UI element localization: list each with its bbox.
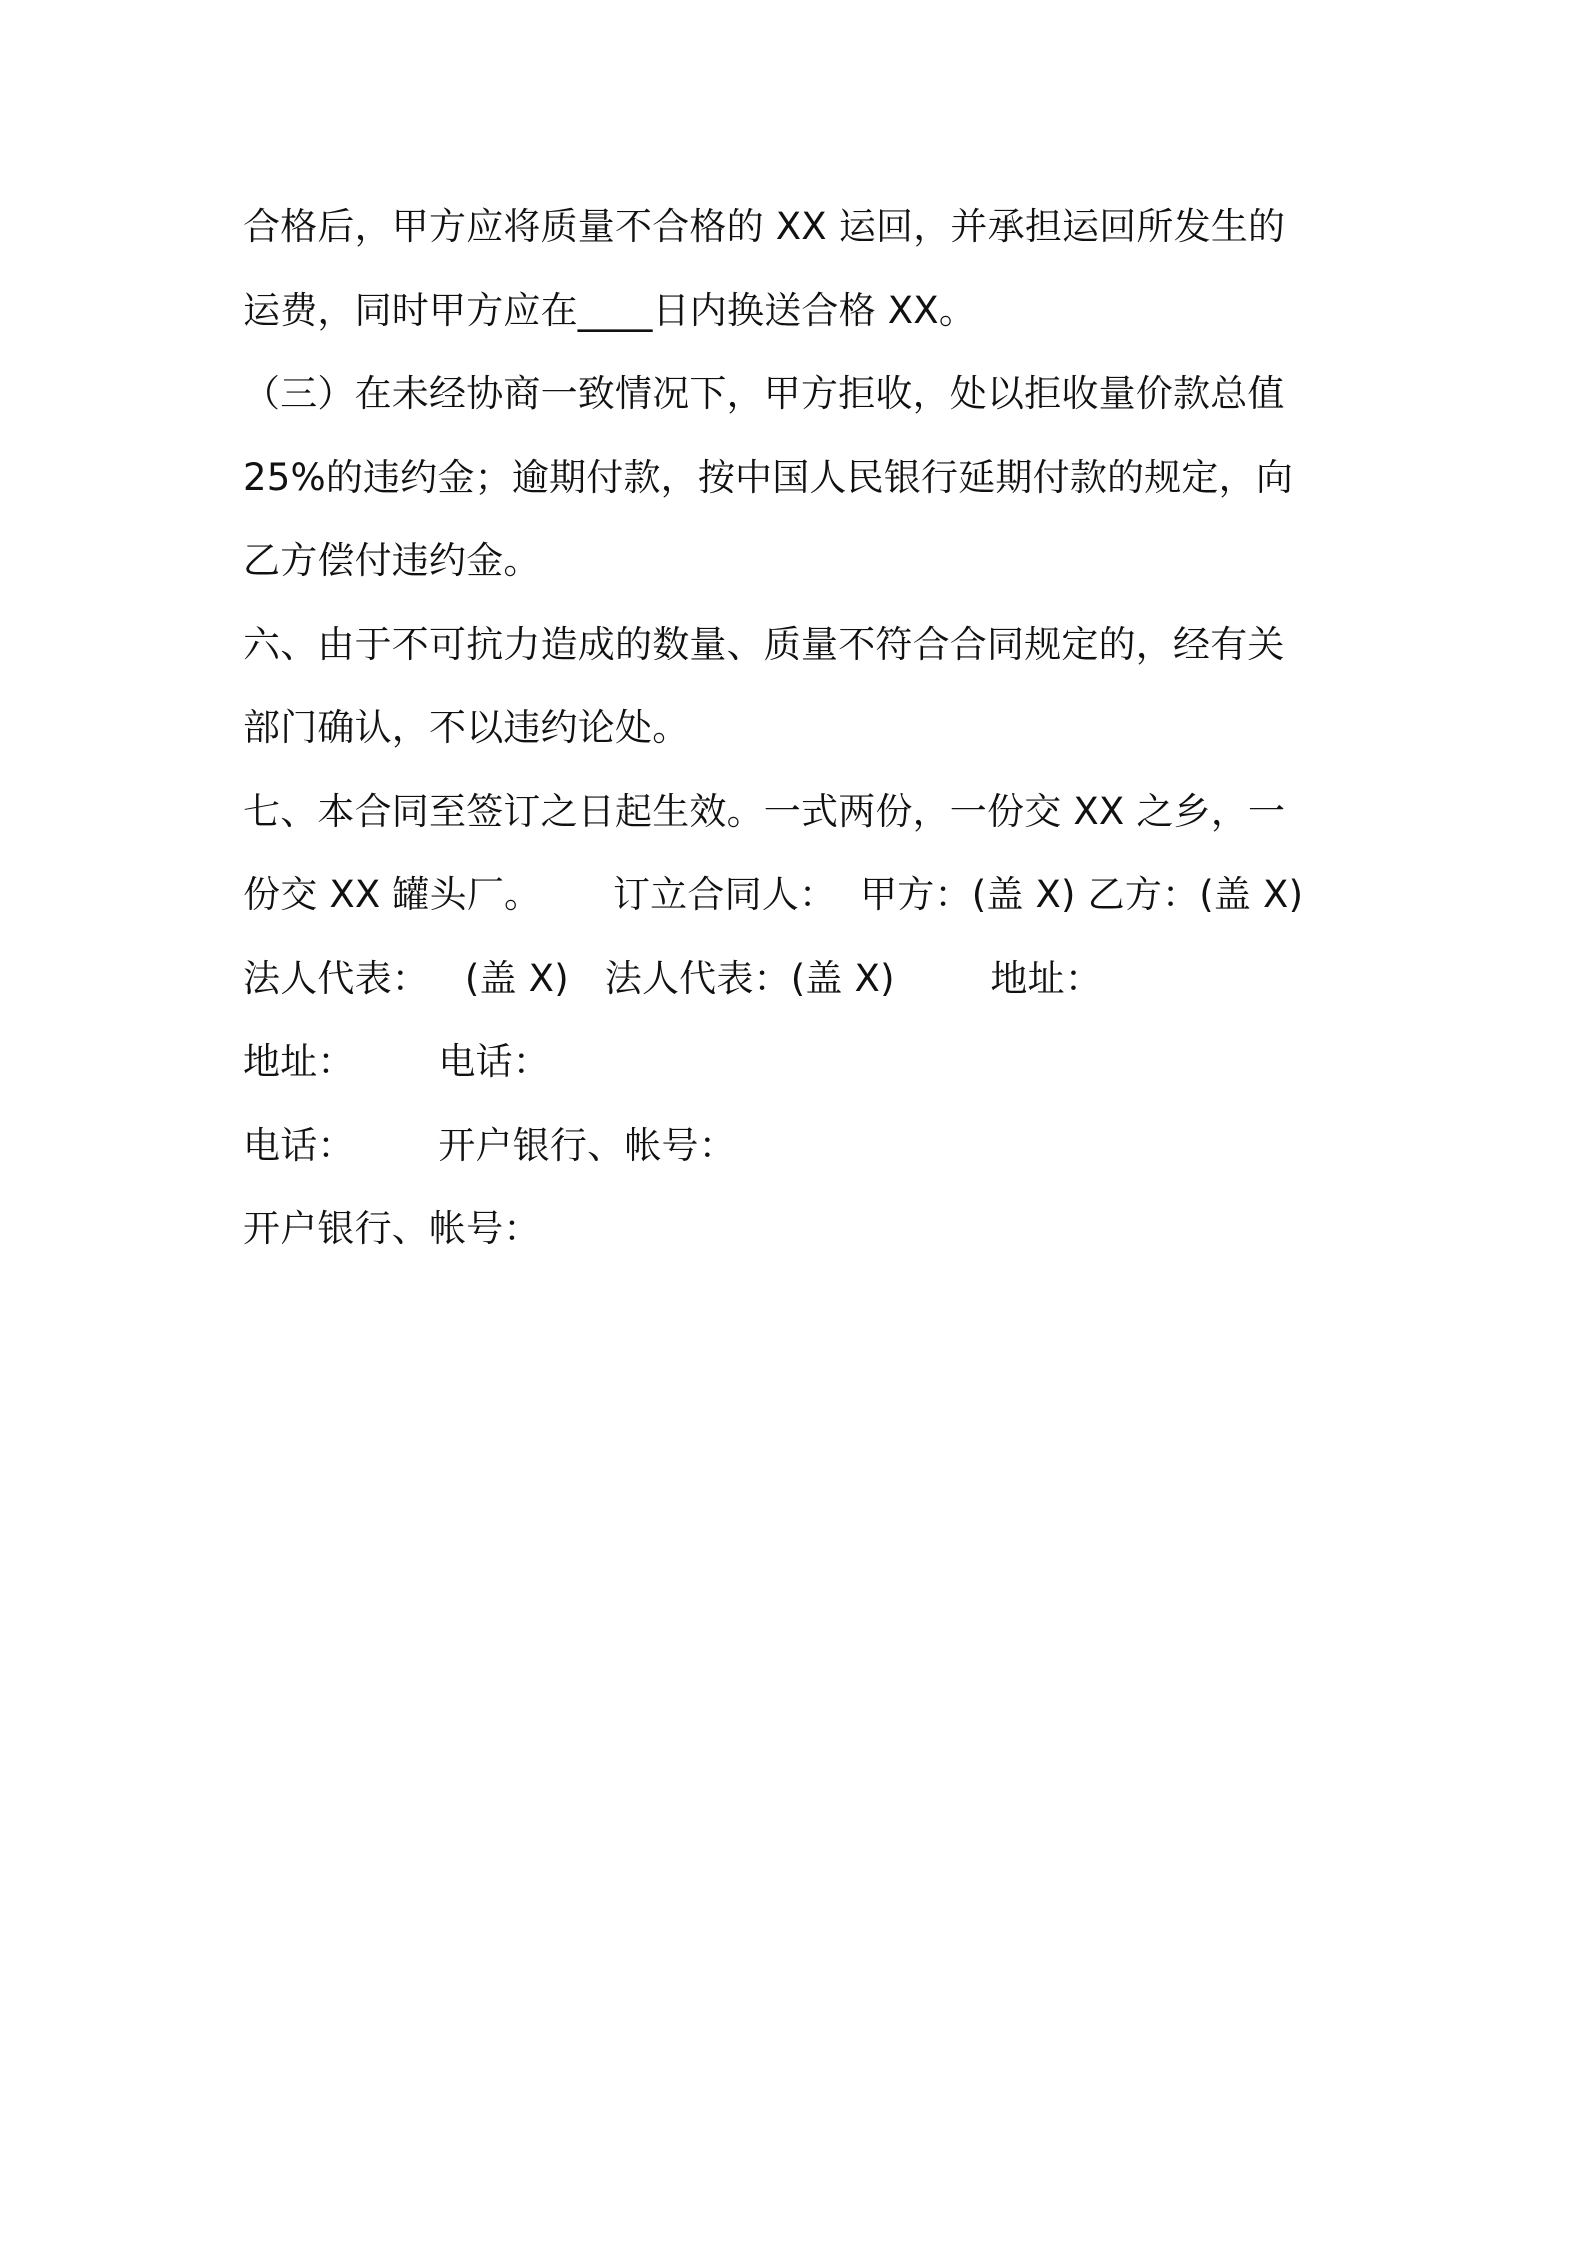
text-line: 份交 XX 罐头厂。 订立合同人： 甲方：(盖 X) 乙方：(盖 X) [243,873,1304,916]
text-line: 电话： 开户银行、帐号： [243,1123,736,1167]
text-line: 25%的违约金；逾期付款，按中国人民银行延期付款的规定，向 [243,455,1294,499]
document-body [243,200,1363,1286]
text-line: 法人代表： (盖 X) 法人代表：(盖 X) 地址： [243,956,1103,1000]
text-line: 运费，同时甲方应在____日内换送合格 XX。 [243,288,977,332]
text-line: 开户银行、帐号： [243,1207,541,1250]
text-line: （三）在未经协商一致情况下，甲方拒收，处以拒收量价款总值 [243,372,1285,415]
text-line: 部门确认，不以违约论处。 [243,706,690,749]
text-line: 乙方偿付违约金。 [243,539,541,582]
text-line: 七、本合同至签订之日起生效。一式两份，一份交 XX 之乡，一 [243,789,1286,833]
text-line: 六、由于不可抗力造成的数量、质量不符合合同规定的，经有关 [243,622,1285,666]
text-line: 合格后，甲方应将质量不合格的 XX 运回，并承担运回所发生的 [243,205,1286,248]
text-line: 地址： 电话： [243,1040,550,1083]
